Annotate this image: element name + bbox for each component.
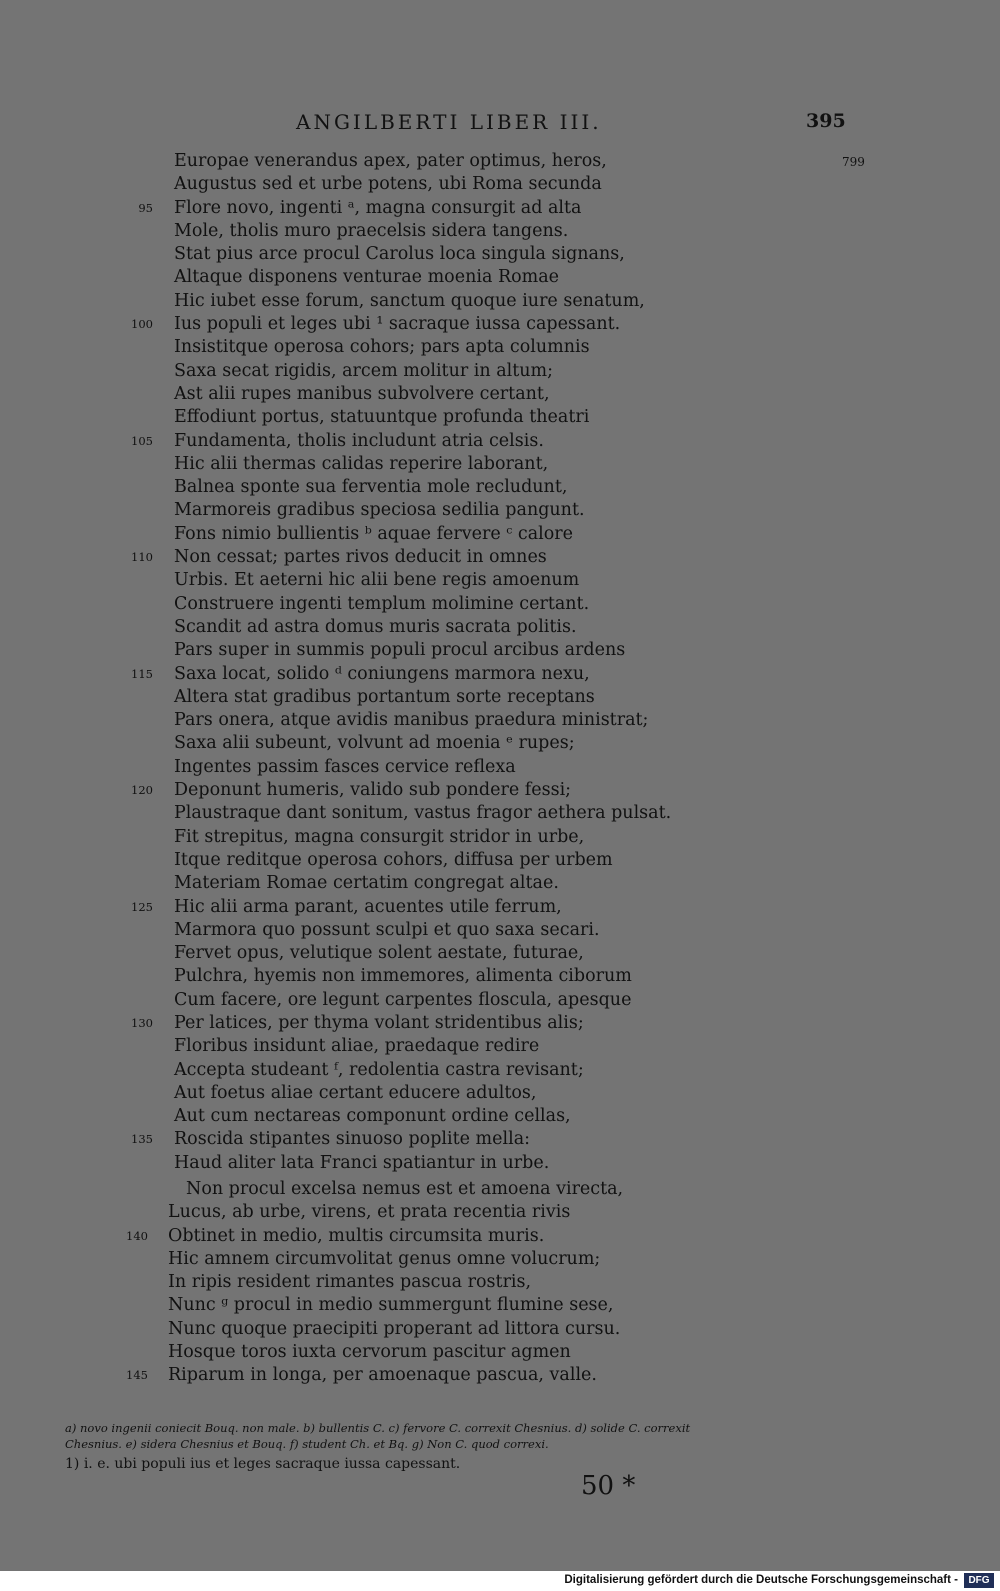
verse-line	[0, 569, 1000, 592]
margin-reference: 799	[842, 155, 865, 169]
verse-line	[0, 173, 1000, 196]
verse-line	[0, 150, 1000, 173]
verse-text: Pulchra, hyemis non immemores, alimenta ciborum	[174, 966, 632, 987]
verse-text: Balnea sponte sua ferventia mole recludunt,	[174, 477, 568, 498]
line-number: 120	[131, 783, 153, 798]
verse-line	[0, 546, 1000, 569]
verse-text: Europae venerandus apex, pater optimus, heros,	[174, 151, 607, 171]
line-number: 105	[131, 433, 153, 448]
verse-line	[0, 709, 1000, 732]
verse-text: Saxa secat rigidis, arcem molitur in altum;	[174, 360, 554, 381]
line-number: 125	[131, 899, 153, 914]
line-number: 140	[126, 1228, 148, 1243]
footer-bar	[0, 1571, 1000, 1591]
verse-line	[0, 989, 1000, 1012]
verse-line	[0, 1012, 1000, 1035]
verse-line	[0, 756, 1000, 779]
verse-text: Nunc quoque praecipiti properant ad littora cursu.	[168, 1318, 621, 1339]
verse-line	[0, 1128, 1000, 1151]
verse-text: Pars super in summis populi procul arcibus ardens	[174, 640, 626, 661]
verse-line	[0, 360, 1000, 383]
verse-text: Lucus, ab urbe, virens, et prata recentia rivis	[168, 1202, 571, 1223]
verse-line	[0, 430, 1000, 453]
verse-line	[0, 290, 1000, 313]
verse-text: Effodiunt portus, statuuntque profunda theatri	[174, 407, 590, 428]
verse-text: Itque reditque operosa cohors, diffusa per urbem	[174, 849, 613, 870]
verse-line	[0, 1341, 1000, 1364]
verse-line	[0, 336, 1000, 359]
footnote-line: Chesnius. e) sidera Chesnius et Bouq. f) student Ch. et Bq. g) Non C. quod correxi.	[65, 1437, 549, 1451]
verse-text: Hosque toros iuxta cervorum pascitur agmen	[168, 1342, 571, 1363]
verse-text: Urbis. Et aeterni hic alii bene regis amoenum	[174, 570, 580, 591]
verse-text: Ius populi et leges ubi ¹ sacraque iussa capessant.	[174, 314, 621, 335]
verse-text: In ripis resident rimantes pascua rostris,	[168, 1272, 532, 1293]
verse-line	[0, 1318, 1000, 1341]
verse-text: Plaustraque dant sonitum, vastus fragor aethera pulsat.	[174, 803, 672, 824]
verse-text: Altera stat gradibus portantum sorte receptans	[174, 686, 595, 707]
verse-text: Mole, tholis muro praecelsis sidera tangens.	[174, 220, 569, 241]
page-number: 395	[806, 110, 846, 132]
verse-text: Non cessat; partes rivos deducit in omnes	[174, 547, 547, 568]
verse-text: Fit strepitus, magna consurgit stridor in urbe,	[174, 826, 585, 847]
verse-line	[0, 243, 1000, 266]
verse-line	[0, 499, 1000, 522]
verse-text: Fons nimio bullientis ᵇ aquae fervere ᶜ calore	[174, 523, 574, 544]
verse-line	[0, 826, 1000, 849]
verse-line	[0, 872, 1000, 895]
footer-funding-text: Digitalisierung gefördert durch die Deutsche Forschungsgemeinschaft -	[564, 1574, 958, 1586]
verse-text: Aut cum nectareas componunt ordine cellas,	[174, 1106, 571, 1127]
verse-text: Accepta studeant ᶠ, redolentia castra revisant;	[174, 1059, 584, 1080]
footnotes	[65, 1420, 845, 1452]
verse-line	[0, 453, 1000, 476]
verse-block-1	[0, 150, 1000, 1175]
line-number: 110	[131, 550, 153, 565]
verse-text: Flore novo, ingenti ᵃ, magna consurgit ad alta	[174, 197, 582, 218]
verse-text: Scandit ad astra domus muris sacrata politis.	[174, 616, 577, 637]
verse-line	[0, 313, 1000, 336]
verse-line	[0, 1082, 1000, 1105]
verse-text: Marmoreis gradibus speciosa sedilia pangunt.	[174, 500, 585, 521]
verse-line	[0, 476, 1000, 499]
verse-text: Floribus insidunt aliae, praedaque redire	[174, 1036, 540, 1057]
verse-text: Augustus sed et urbe potens, ubi Roma secunda	[174, 174, 602, 195]
verse-line	[0, 616, 1000, 639]
dfg-logo: DFG	[964, 1573, 994, 1588]
verse-line	[0, 383, 1000, 406]
verse-line	[0, 802, 1000, 825]
verse-text: Saxa locat, solido ᵈ coniungens marmora nexu,	[174, 663, 590, 684]
verse-line	[0, 1271, 1000, 1294]
verse-line	[0, 686, 1000, 709]
verse-text: Hic alii arma parant, acuentes utile ferrum,	[174, 896, 562, 917]
verse-line	[0, 1105, 1000, 1128]
verse-text: Fundamenta, tholis includunt atria celsis.	[174, 430, 544, 451]
verse-line	[0, 849, 1000, 872]
running-header-title: ANGILBERTI LIBER III.	[296, 110, 602, 134]
verse-text: Per latices, per thyma volant stridentibus alis;	[174, 1012, 584, 1033]
verse-line	[0, 220, 1000, 243]
verse-text: Haud aliter lata Franci spatiantur in urbe.	[174, 1152, 550, 1173]
verse-line	[0, 1178, 1000, 1201]
verse-text: Deponunt humeris, valido sub pondere fessi;	[174, 780, 572, 801]
line-number: 115	[131, 666, 153, 681]
verse-text: Ingentes passim fasces cervice reflexa	[174, 756, 516, 777]
verse-text: Insistitque operosa cohors; pars apta columnis	[174, 337, 590, 358]
verse-line	[0, 896, 1000, 919]
verse-text: Stat pius arce procul Carolus loca singula signans,	[174, 244, 625, 265]
line-number: 145	[126, 1368, 148, 1383]
verse-line	[0, 1035, 1000, 1058]
verse-line	[0, 732, 1000, 755]
verse-line	[0, 1294, 1000, 1317]
verse-text: Cum facere, ore legunt carpentes floscula, apesque	[174, 989, 632, 1010]
verse-line	[0, 779, 1000, 802]
verse-line	[0, 942, 1000, 965]
verse-line	[0, 1248, 1000, 1271]
verse-line	[0, 266, 1000, 289]
verse-text: Hic alii thermas calidas reperire laborant,	[174, 453, 549, 474]
translation-note: 1) i. e. ubi populi ius et leges sacraque iussa capessant.	[65, 1456, 461, 1472]
verse-text: Non procul excelsa nemus est et amoena virecta,	[186, 1179, 624, 1199]
verse-line	[0, 965, 1000, 988]
verse-text: Fervet opus, velutique solent aestate, futurae,	[174, 943, 584, 964]
signature-mark: 50 *	[581, 1471, 636, 1501]
verse-text: Riparum in longa, per amoenaque pascua, valle.	[168, 1365, 597, 1386]
verse-text: Ast alii rupes manibus subvolvere certant,	[174, 383, 550, 404]
verse-text: Pars onera, atque avidis manibus praedura ministrat;	[174, 710, 649, 731]
verse-line	[0, 593, 1000, 616]
verse-line	[0, 197, 1000, 220]
verse-text: Hic amnem circumvolitat genus omne volucrum;	[168, 1248, 601, 1269]
verse-text: Marmora quo possunt sculpi et quo saxa secari.	[174, 919, 600, 940]
verse-line	[0, 523, 1000, 546]
verse-line	[0, 1225, 1000, 1248]
verse-text: Altaque disponens venturae moenia Romae	[174, 267, 560, 288]
verse-text: Construere ingenti templum molimine certant.	[174, 593, 590, 614]
line-number: 95	[138, 200, 153, 215]
verse-line	[0, 639, 1000, 662]
verse-line	[0, 1364, 1000, 1387]
verse-line	[0, 1059, 1000, 1082]
verse-text: Aut foetus aliae certant educere adultos,	[174, 1082, 537, 1103]
verse-text: Hic iubet esse forum, sanctum quoque iure senatum,	[174, 290, 645, 311]
verse-text: Materiam Romae certatim congregat altae.	[174, 873, 559, 894]
verse-line	[0, 1201, 1000, 1224]
line-number: 135	[131, 1132, 153, 1147]
line-number: 130	[131, 1015, 153, 1030]
line-number: 100	[131, 317, 153, 332]
footnote-line: a) novo ingenii coniecit Bouq. non male. b) bullentis C. c) fervore C. correxit Chesnius. d) solide C. correxit	[65, 1421, 691, 1435]
verse-text: Obtinet in medio, multis circumsita muris.	[168, 1225, 545, 1246]
verse-line	[0, 663, 1000, 686]
verse-text: Roscida stipantes sinuoso poplite mella:	[174, 1129, 531, 1150]
verse-line	[0, 406, 1000, 429]
verse-block-2	[0, 1178, 1000, 1388]
verse-text: Nunc ᵍ procul in medio summergunt flumine sese,	[168, 1295, 614, 1316]
verse-line	[0, 919, 1000, 942]
verse-line	[0, 1152, 1000, 1175]
verse-text: Saxa alii subeunt, volvunt ad moenia ᵉ rupes;	[174, 733, 575, 754]
